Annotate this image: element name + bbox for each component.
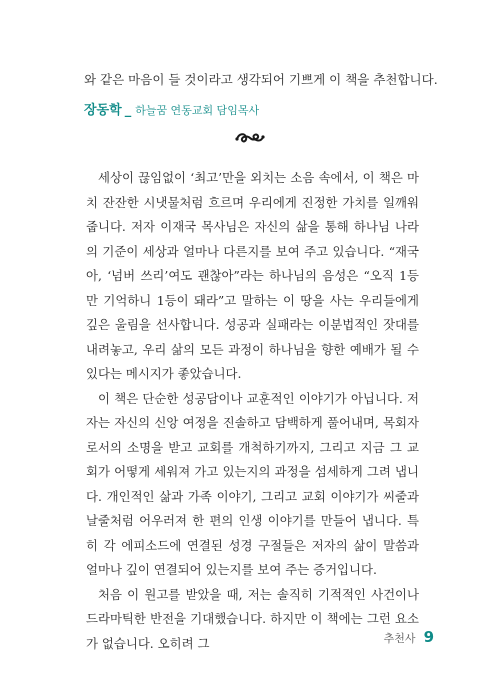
paragraph: 이 책은 단순한 성공담이나 교훈적인 이야기가 아닙니다. 저자는 자신의 신앙 여정을 진솔하고 담백하게 풀어내며, 목회자로서의 소명을 받고 교회를 개척하기까지, 그리고 지금 그 교회가 어떻게 세워져 가고 있는지의 과정을 섬세하게 그려 냅니다. 개인적인 삶과 가족 이야기, 그리고 교회 이야기가 씨줄과 날줄처럼 어우러져 한 편의 인생 이야기를 만들어 냅니다. 특히 각 에피소드에 연결된 성경 구절들은 저자의 삶이 말씀과 얼마나 깊이 연결되어 있는지를 보여 주는 증거입니다. — [86, 390, 419, 577]
page-number: 9 — [423, 628, 434, 646]
paragraph: 세상이 끊임없이 ‘최고’만을 외치는 소음 속에서, 이 책은 마치 잔잔한 시냇물처럼 흐르며 우리에게 진정한 가치를 일깨워 줍니다. 저자 이재국 목사님은 자신의 삶을 통해 하나님 나라의 기준이 세상과 얼마나 다른지를 보여 주고 있습니다. “재국아, ‘넘버 쓰리’여도 괜찮아”라는 하나님의 음성은 “오직 1등만 기억하니 1등이 돼라”고 말하는 이 땅을 사는 우리들에게 깊은 울림을 선사합니다. 성공과 실패라는 이분법적인 잣대를 내려놓고, 우리 삶의 모든 과정이 하나님을 향한 예배가 될 수 있다는 메시지가 좋았습니다. — [86, 170, 419, 381]
author-title: 하늘꿈 연동교회 담임목사 — [135, 104, 260, 117]
page-footer — [384, 627, 434, 646]
author-separator: _ — [124, 103, 132, 118]
intro-line: 와 같은 마음이 들 것이라고 생각되어 기쁘게 이 책을 추천합니다. — [84, 72, 438, 87]
author-name: 장동학 — [84, 103, 122, 118]
paragraph: 처음 이 원고를 받았을 때, 저는 솔직히 기적적인 사건이나 드라마틱한 반전을 기대했습니다. 하지만 이 책에는 그런 요소가 없습니다. 오히려 그 — [86, 586, 419, 651]
section-label: 추천사 — [383, 632, 416, 645]
body-text — [86, 166, 419, 656]
author-signature — [84, 99, 259, 118]
swash-ornament-icon — [234, 130, 266, 146]
